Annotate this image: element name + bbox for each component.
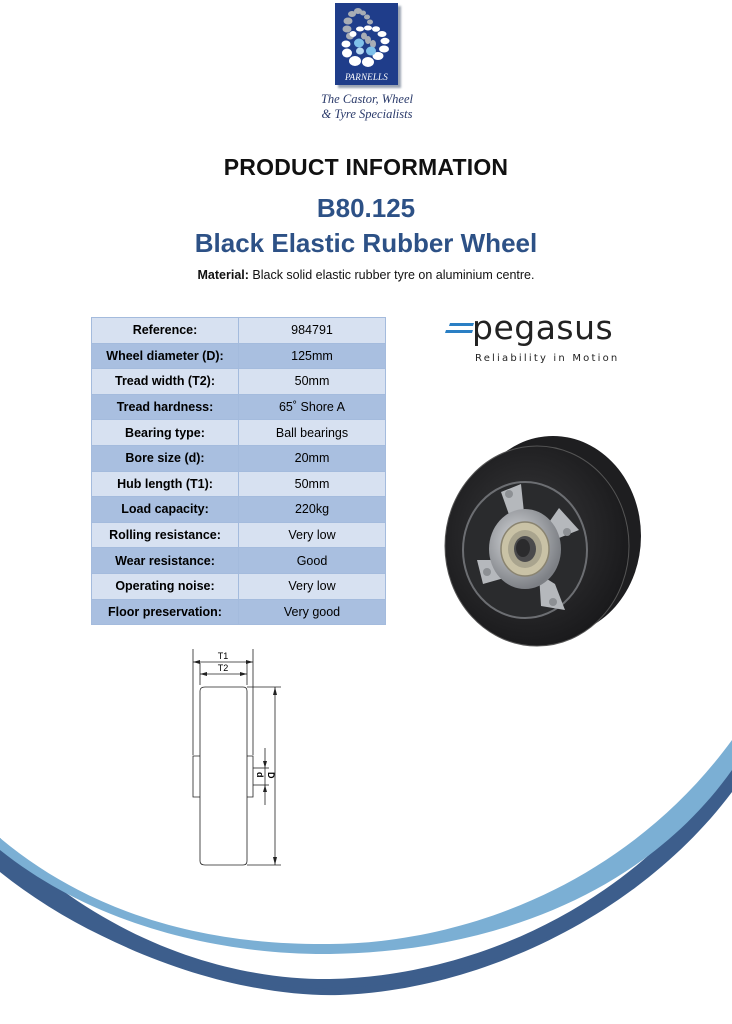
dim-label-d-bore: d	[255, 772, 265, 778]
dim-label-t1: T1	[217, 651, 229, 661]
spec-value: Very low	[239, 573, 386, 599]
spec-value: 50mm	[239, 471, 386, 497]
pegasus-tagline: Reliability in Motion	[475, 353, 620, 364]
spec-label: Hub length (T1):	[92, 471, 239, 497]
spec-label: Tread hardness:	[92, 394, 239, 420]
spec-value: 220kg	[239, 497, 386, 523]
spec-label: Wheel diameter (D):	[92, 343, 239, 369]
tagline-line-2: & Tyre Specialists	[321, 107, 413, 121]
decorative-swoosh	[0, 700, 732, 1024]
spec-label: Load capacity:	[92, 497, 239, 523]
tagline-line-1: The Castor, Wheel	[320, 92, 413, 106]
spec-label: Bore size (d):	[92, 445, 239, 471]
table-row	[92, 318, 386, 344]
wheel-product-image	[441, 434, 644, 647]
table-row	[92, 445, 386, 471]
table-row	[92, 471, 386, 497]
table-row	[92, 548, 386, 574]
spec-label: Reference:	[92, 318, 239, 344]
pegasus-wordmark: pegasus	[472, 308, 614, 347]
material-text: Black solid elastic rubber tyre on aluminium centre.	[248, 268, 535, 282]
spec-label: Wear resistance:	[92, 548, 239, 574]
spec-value: 20mm	[239, 445, 386, 471]
spec-label: Operating noise:	[92, 573, 239, 599]
dim-label-d-diameter: D	[266, 772, 276, 779]
product-code: B80.125	[316, 193, 416, 223]
spec-label: Bearing type:	[92, 420, 239, 446]
spec-value: 65˚ Shore A	[239, 394, 386, 420]
spec-label: Tread width (T2):	[92, 369, 239, 395]
table-row	[92, 599, 386, 625]
pegasus-logo	[444, 308, 624, 368]
table-row	[92, 522, 386, 548]
spec-value: Good	[239, 548, 386, 574]
spec-value: Very low	[239, 522, 386, 548]
spec-value: 125mm	[239, 343, 386, 369]
logo-tagline	[300, 92, 434, 122]
spec-value: Very good	[239, 599, 386, 625]
spec-label: Rolling resistance:	[92, 522, 239, 548]
dim-label-t2: T2	[217, 663, 229, 673]
table-row	[92, 420, 386, 446]
spec-value: 50mm	[239, 369, 386, 395]
table-row	[92, 573, 386, 599]
spec-value: 984791	[239, 318, 386, 344]
product-name: Black Elastic Rubber Wheel	[194, 228, 538, 258]
table-row	[92, 369, 386, 395]
spec-value: Ball bearings	[239, 420, 386, 446]
logo-brand-text: PARNELLS	[345, 72, 388, 82]
material-description	[0, 268, 732, 282]
table-row	[92, 343, 386, 369]
spec-table	[91, 317, 386, 625]
pegasus-speed-lines-icon	[444, 321, 474, 341]
table-row	[92, 394, 386, 420]
table-row	[92, 497, 386, 523]
page-title: PRODUCT INFORMATION	[223, 154, 509, 180]
parnells-logo	[335, 3, 398, 85]
material-label: Material:	[197, 268, 249, 282]
spec-label: Floor preservation:	[92, 599, 239, 625]
